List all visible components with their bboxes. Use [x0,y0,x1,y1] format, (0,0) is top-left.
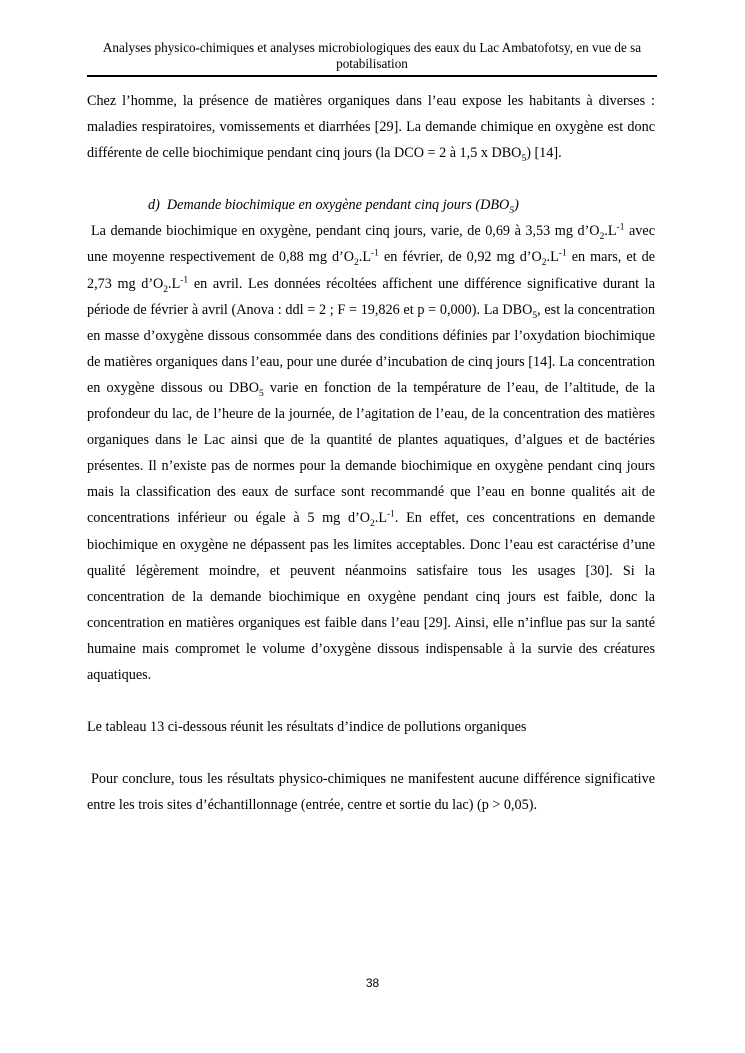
header-rule [87,75,657,77]
body-text [87,88,655,818]
paragraph-table-intro: Le tableau 13 ci-dessous réunit les résultats d’indice de pollutions organiques [87,719,527,736]
header-line-2: potabilisation [336,56,408,71]
paragraph-intro: Chez l’homme, la présence de matières organiques dans l’eau expose les habitants à diverses : maladies respiratoires, vomissements et diarrhées [29]. La demande chimique en oxygène est donc différente de celle biochimique pendant cinq jours (la DCO = 2 à 1,5 x $DBO_5$) [14]. [87,93,655,165]
paragraph-dbo5: La demande biochimique en oxygène, pendant cinq jours, varie, de 0,69 à 3,53 mg $d’O_2.L^{-1}$ avec une moyenne respectivement de 0,88 mg $d’O_2.L^{-1}$ en février, de 0,92 mg $d’O_2.L^{-1}$ en mars, et de 2,73 mg $d’O_2.L^{-1}$ en avril. Les données récoltées affichent une différence significative durant la période de février à avril (Anova : ddl = 2 ; F = 19,826 et p = 0,000). La $DBO_5$, est la concentration en masse d’oxygène dissous consommée dans des conditions définies par l’oxydation biochimique de matières organiques dans l’eau, pour une durée d’incubation de cinq jours [14]. La concentration en oxygène dissous ou $DBO_5$ varie en fonction de la température de l’eau, de l’altitude, de la profondeur du lac, de l’heure de la journée, de l’agitation de l’eau, de la concentration des matières organiques dans le Lac ainsi que de la quantité de plantes aquatiques, d’algues et de bactéries présentes. Il n’existe pas de normes pour la demande biochimique en oxygène pendant cinq jours mais la classification des eaux de surface sont recommandé que l’eau en bonne qualités ait de concentrations inférieur ou égale à 5 mg $d’O_2.L^{-1}$. En effet, ces concentrations en demande biochimique en oxygène ne dépassent pas les limites acceptables. Donc l’eau est caractérise d’une qualité légèrement moindre, et peuvent néanmoins satisfaire tous les usages [30]. Si la concentration de la demande biochimique en oxygène pendant cinq jours est faible, donc la concentration en matières organiques est faible dans l’eau [29]. Ainsi, elle n’influe pas sur la santé humaine mais compromet le volume d’oxygène dissous indispensable à la survie des créatures aquatiques. [87,222,655,683]
running-header [87,40,657,72]
header-line-1: Analyses physico-chimiques et analyses microbiologiques des eaux du Lac Ambatofotsy, en vue de sa [102,40,642,55]
section-heading: d) Demande biochimique en oxygène pendant cinq jours $(DBO_5)$ [148,197,519,217]
page-number: 38 [365,976,380,990]
paragraph-conclusion: Pour conclure, tous les résultats physico-chimiques ne manifestent aucune différence significative entre les trois sites d’échantillonnage (entrée, centre et sortie du lac) (p > 0,05). [87,771,655,814]
